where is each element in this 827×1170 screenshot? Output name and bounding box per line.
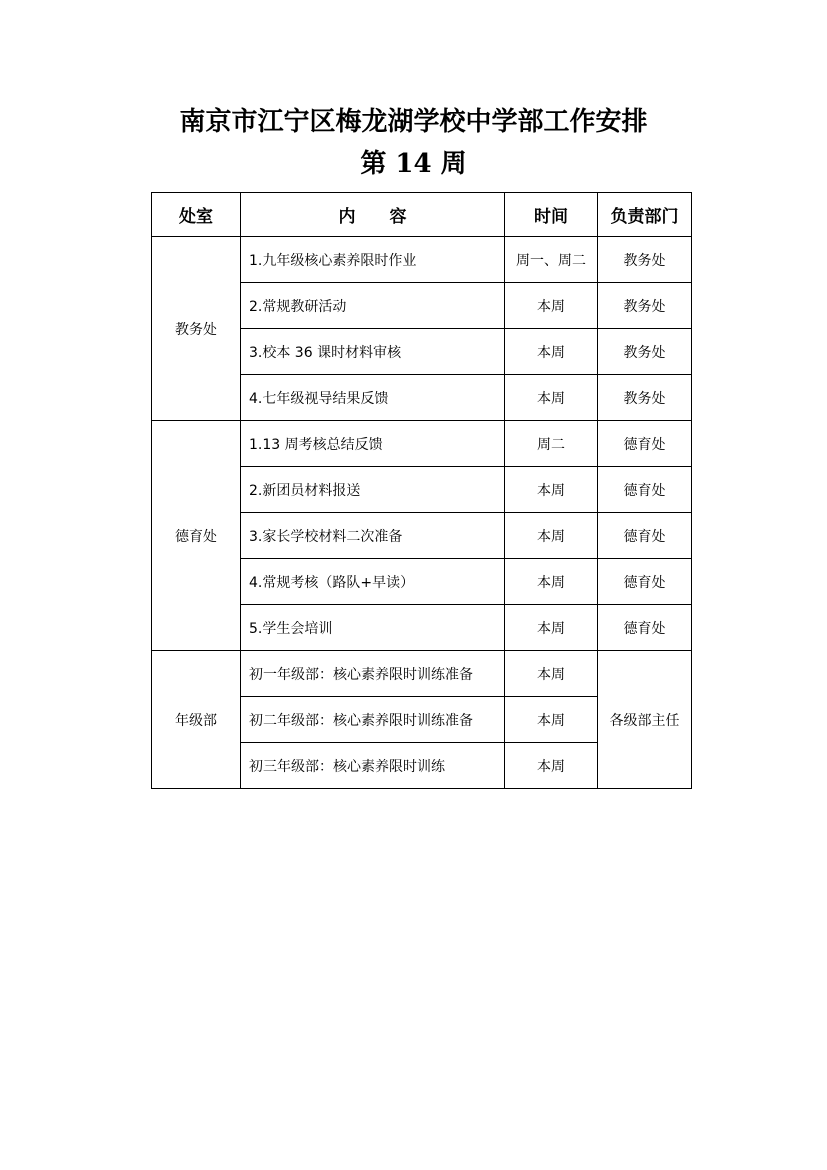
responsible-cell: 德育处 — [598, 421, 692, 467]
dept-cell-grade: 年级部 — [152, 651, 241, 789]
week-title: 第 14 周 — [360, 149, 467, 179]
content-cell: 3.校本 36 课时材料审核 — [241, 329, 505, 375]
time-cell: 本周 — [505, 605, 598, 651]
schedule-table — [151, 192, 692, 789]
time-cell: 周一、周二 — [505, 237, 598, 283]
content-cell: 1.13 周考核总结反馈 — [241, 421, 505, 467]
content-cell: 4.七年级视导结果反馈 — [241, 375, 505, 421]
responsible-cell-grade: 各级部主任 — [598, 651, 692, 789]
responsible-cell: 教务处 — [598, 237, 692, 283]
dept-cell-moral: 德育处 — [152, 421, 241, 651]
content-cell: 初二年级部：核心素养限时训练准备 — [241, 697, 505, 743]
time-cell: 本周 — [505, 329, 598, 375]
responsible-cell: 教务处 — [598, 329, 692, 375]
header-responsible: 负责部门 — [598, 193, 692, 237]
content-cell: 1.九年级核心素养限时作业 — [241, 237, 505, 283]
time-cell: 本周 — [505, 283, 598, 329]
responsible-cell: 教务处 — [598, 283, 692, 329]
table-header-row — [152, 193, 692, 237]
time-cell: 本周 — [505, 651, 598, 697]
header-content: 内 容 — [241, 193, 505, 237]
content-cell: 2.新团员材料报送 — [241, 467, 505, 513]
header-dept: 处室 — [152, 193, 241, 237]
table-row — [152, 651, 692, 697]
responsible-cell: 德育处 — [598, 467, 692, 513]
responsible-cell: 德育处 — [598, 605, 692, 651]
dept-cell-academic: 教务处 — [152, 237, 241, 421]
responsible-cell: 教务处 — [598, 375, 692, 421]
responsible-cell: 德育处 — [598, 513, 692, 559]
table-row — [152, 421, 692, 467]
time-cell: 本周 — [505, 513, 598, 559]
time-cell: 本周 — [505, 375, 598, 421]
content-cell: 4.常规考核（路队+早读） — [241, 559, 505, 605]
content-cell: 3.家长学校材料二次准备 — [241, 513, 505, 559]
responsible-cell: 德育处 — [598, 559, 692, 605]
time-cell: 本周 — [505, 743, 598, 789]
time-cell: 本周 — [505, 467, 598, 513]
time-cell: 周二 — [505, 421, 598, 467]
time-cell: 本周 — [505, 697, 598, 743]
time-cell: 本周 — [505, 559, 598, 605]
content-cell: 初三年级部：核心素养限时训练 — [241, 743, 505, 789]
content-cell: 初一年级部：核心素养限时训练准备 — [241, 651, 505, 697]
content-cell: 5.学生会培训 — [241, 605, 505, 651]
document-title: 南京市江宁区梅龙湖学校中学部工作安排 — [179, 107, 648, 137]
content-cell: 2.常规教研活动 — [241, 283, 505, 329]
header-time: 时间 — [505, 193, 598, 237]
table-row — [152, 237, 692, 283]
